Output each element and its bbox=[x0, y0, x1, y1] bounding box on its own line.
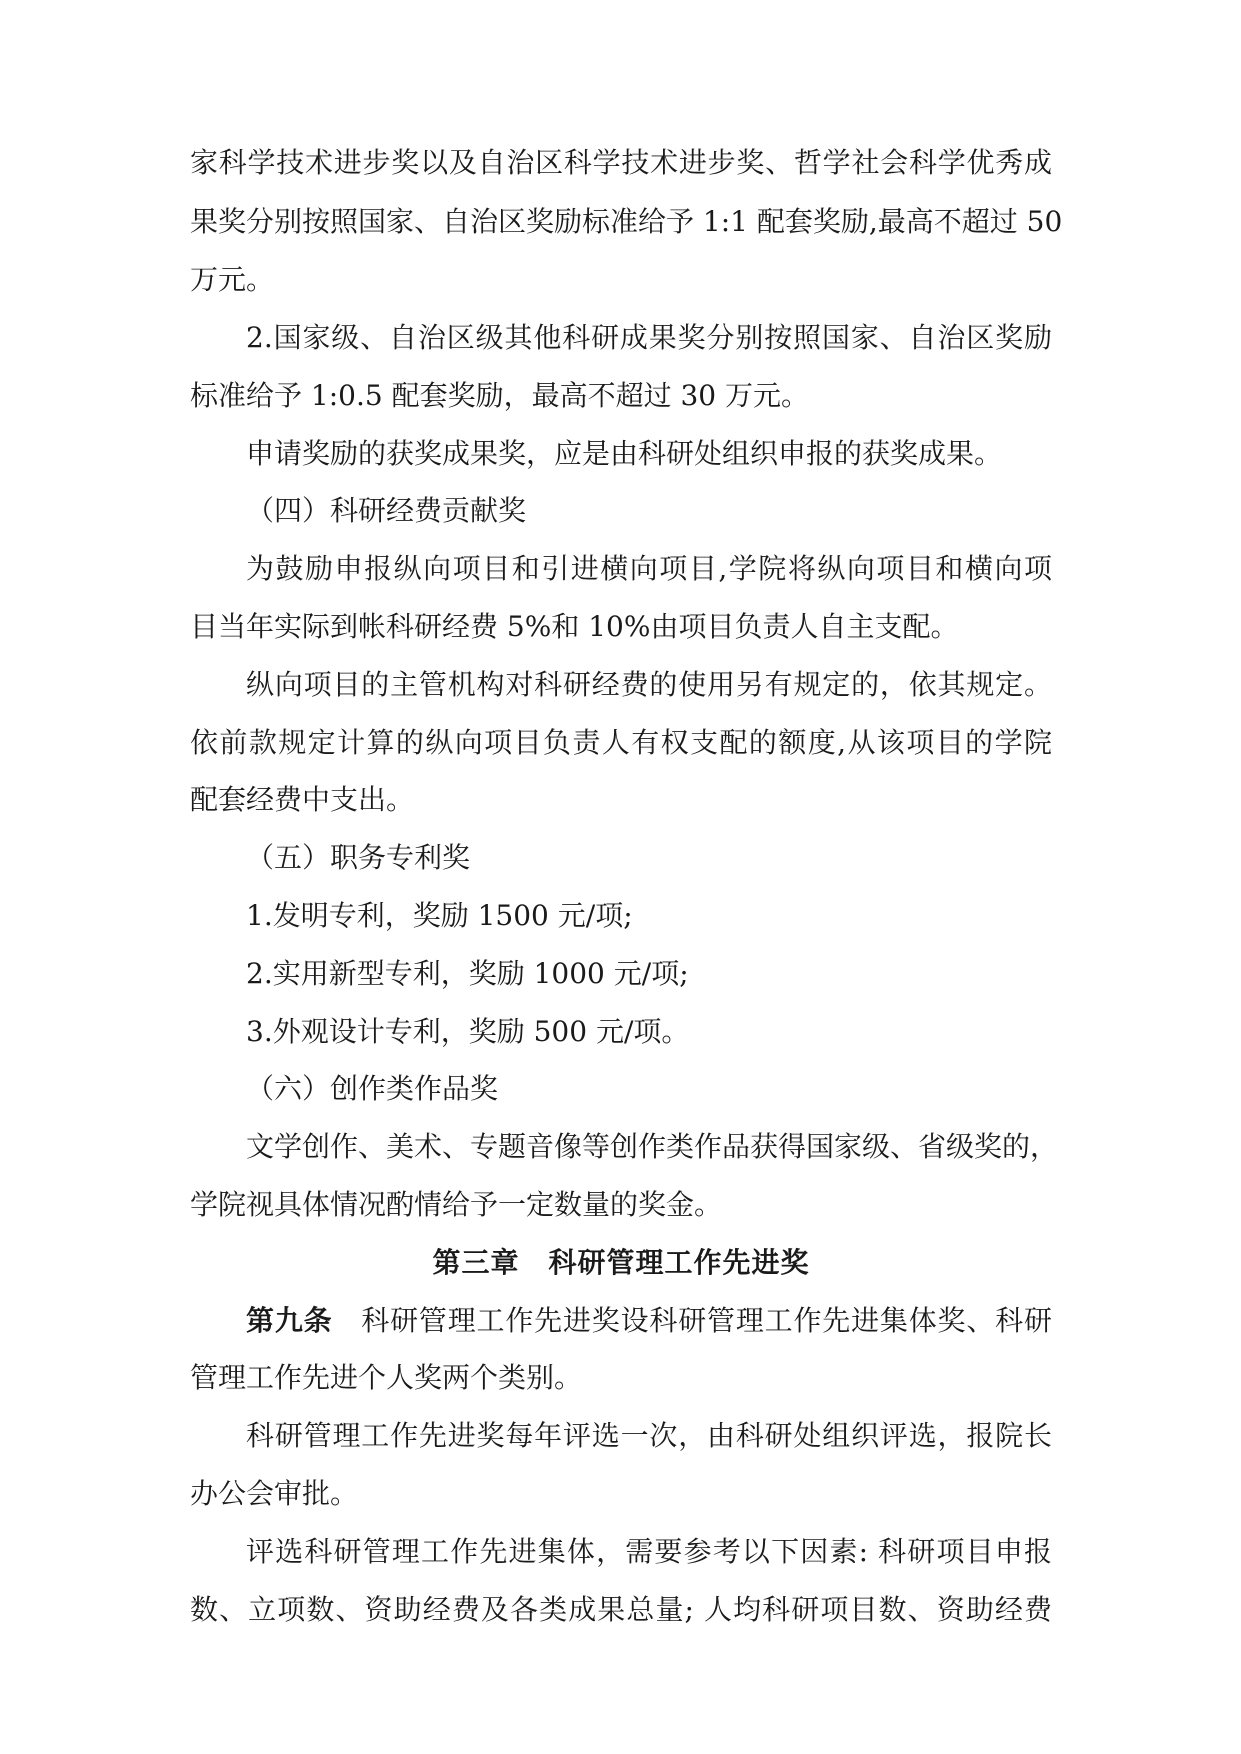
paragraph-line: 数、立项数、资助经费及各类成果总量; 人均科研项目数、资助经费 bbox=[190, 1593, 1052, 1626]
paragraph-line: 2.国家级、自治区级其他科研成果奖分别按照国家、自治区奖励 bbox=[246, 321, 1052, 354]
paragraph-line: 目当年实际到帐科研经费 5%和 10%由项目负责人自主支配。 bbox=[190, 610, 959, 643]
chapter-heading: 第三章 科研管理工作先进奖 bbox=[432, 1246, 810, 1279]
paragraph-line: 为鼓励申报纵向项目和引进横向项目,学院将纵向项目和横向项 bbox=[246, 552, 1052, 585]
article-paragraph bbox=[246, 1303, 1052, 1339]
paragraph-line: 纵向项目的主管机构对科研经费的使用另有规定的，依其规定。 bbox=[246, 668, 1052, 701]
list-item: 1.发明专利，奖励 1500 元/项; bbox=[246, 899, 633, 932]
paragraph-line: 学院视具体情况酌情给予一定数量的奖金。 bbox=[190, 1188, 723, 1221]
paragraph-line: 管理工作先进个人奖两个类别。 bbox=[190, 1361, 583, 1394]
paragraph-line: 依前款规定计算的纵向项目负责人有权支配的额度,从该项目的学院 bbox=[190, 726, 1052, 759]
paragraph-line: 文学创作、美术、专题音像等创作类作品获得国家级、省级奖的， bbox=[246, 1130, 1059, 1163]
article-number: 第九条 bbox=[246, 1304, 333, 1337]
paragraph-line: 配套经费中支出。 bbox=[190, 783, 415, 816]
paragraph-line: 标准给予 1:0.5 配套奖励，最高不超过 30 万元。 bbox=[190, 379, 810, 412]
list-item: 3.外观设计专利，奖励 500 元/项。 bbox=[246, 1015, 690, 1048]
paragraph-line: 万元。 bbox=[190, 263, 275, 296]
paragraph-line: 果奖分别按照国家、自治区奖励标准给予 1:1 配套奖励,最高不超过 50 bbox=[190, 205, 1063, 238]
list-item: 2.实用新型专利，奖励 1000 元/项; bbox=[246, 957, 689, 990]
paragraph-line: 办公会审批。 bbox=[190, 1477, 359, 1510]
article-text: 科研管理工作先进奖设科研管理工作先进集体奖、科研 bbox=[332, 1304, 1052, 1337]
paragraph-line: 申请奖励的获奖成果奖，应是由科研处组织申报的获奖成果。 bbox=[246, 437, 1003, 470]
paragraph-line: 家科学技术进步奖以及自治区科学技术进步奖、哲学社会科学优秀成 bbox=[190, 146, 1052, 179]
section-subheading: （四）科研经费贡献奖 bbox=[246, 494, 527, 527]
section-subheading: （六）创作类作品奖 bbox=[246, 1072, 499, 1105]
paragraph-line: 评选科研管理工作先进集体，需要参考以下因素: 科研项目申报 bbox=[246, 1535, 1052, 1568]
paragraph-line: 科研管理工作先进奖每年评选一次，由科研处组织评选，报院长 bbox=[246, 1419, 1052, 1452]
section-subheading: （五）职务专利奖 bbox=[246, 841, 471, 874]
